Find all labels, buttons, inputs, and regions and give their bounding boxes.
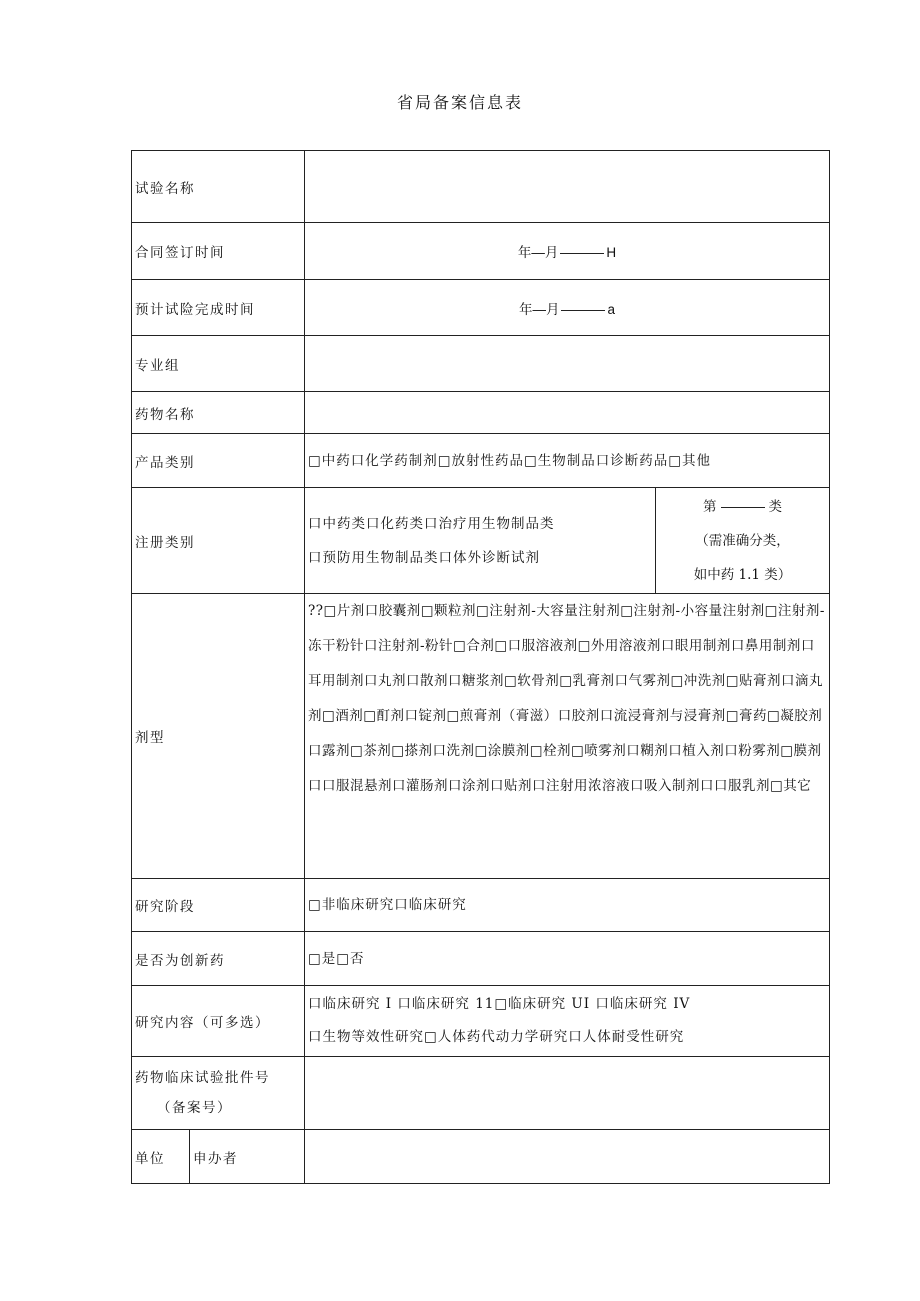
label-innovative-drug: 是否为创新药	[132, 932, 305, 986]
completion-date-suffix: a	[607, 301, 615, 317]
label-approval-number	[132, 1057, 305, 1130]
label-expected-completion: 预计试险完成时间	[132, 280, 305, 336]
row-research-content	[132, 986, 830, 1057]
label-specialty-group: 专业组	[132, 336, 305, 392]
field-dosage-form-options[interactable]: ??□片剂口胶囊剂□颗粒剂□注射剂-大容量注射剂□注射剂-小容量注射剂□注射剂-冻干粉针口注射剂-粉针□合剂□口服溶液剂□外用溶液剂口眼用制剂口鼻用制剂口耳用制剂口丸剂口散剂口糖浆剂□软骨剂□乳膏剂口气雾剂□冲洗剂□贴膏剂口滴丸剂□酒剂□酊剂口锭剂□煎膏剂（膏滋）口胶剂口流浸膏剂与浸膏剂□膏药□凝胶剂口露剂□茶剂□搽剂口洗剂□涂膜剂□栓剂□喷雾剂口糊剂口植入剂口粉雾剂□膜剂口口服混悬剂口灌肠剂口涂剂口贴剂口注射用浓溶液口吸入制剂口口服乳剂□其它	[305, 594, 830, 879]
label-dosage-form: 剂型	[132, 594, 305, 879]
label-trial-name: 试验名称	[132, 151, 305, 223]
row-dosage-form	[132, 594, 830, 879]
field-sponsor[interactable]	[305, 1130, 830, 1184]
row-unit	[132, 1130, 830, 1184]
research-content-line-2: 口生物等效性研究□人体药代动力学研究口人体耐受性研究	[308, 1029, 685, 1045]
page-title: 省局备案信息表	[396, 93, 523, 112]
row-expected-completion	[132, 280, 830, 336]
class-suffix: 类	[768, 498, 782, 515]
registration-class-line	[659, 490, 826, 524]
row-approval-number	[132, 1057, 830, 1130]
completion-date-prefix: 年—月	[518, 301, 560, 317]
class-prefix: 第	[703, 498, 717, 515]
label-registration-category: 注册类别	[132, 488, 305, 594]
field-specialty-group[interactable]	[305, 336, 830, 392]
registration-options-line-1: 口中药类口化药类口治疗用生物制品类	[308, 515, 555, 532]
field-expected-completion[interactable]	[305, 280, 830, 336]
label-drug-name: 药物名称	[132, 392, 305, 434]
field-contract-date[interactable]	[305, 223, 830, 280]
label-unit: 单位	[132, 1130, 190, 1184]
label-research-stage: 研究阶段	[132, 879, 305, 932]
contract-date-prefix: 年—月	[517, 245, 559, 260]
field-trial-name[interactable]	[305, 151, 830, 223]
completion-date-blank[interactable]	[561, 309, 605, 311]
registration-form-table	[131, 150, 830, 1184]
row-trial-name	[132, 151, 830, 223]
row-contract-date	[132, 223, 830, 280]
field-drug-name[interactable]	[305, 392, 830, 434]
field-product-category-options[interactable]: □中药口化学药制剂□放射性药品□生物制品口诊断药品□其他	[305, 434, 830, 488]
row-registration-category	[132, 488, 830, 594]
row-research-stage	[132, 879, 830, 932]
label-research-content: 研究内容（可多选）	[132, 986, 305, 1057]
contract-date-blank[interactable]	[560, 252, 604, 254]
registration-class-note-1: （需准确分类，	[695, 532, 790, 549]
research-content-line-1: 口临床研究 I 口临床研究 11□临床研究 UI 口临床研究 IV	[308, 996, 691, 1012]
approval-label-line-2: （备案号）	[157, 1100, 232, 1116]
registration-class-note-2: 如中药 1.1 类）	[693, 566, 792, 583]
label-sponsor: 申办者	[190, 1130, 305, 1184]
row-innovative-drug	[132, 932, 830, 986]
approval-label-line-1: 药物临床试验批件号	[135, 1070, 270, 1086]
contract-date-suffix: H	[606, 245, 617, 260]
registration-options-line-2: 口预防用生物制品类口体外诊断试剂	[308, 549, 540, 566]
row-specialty-group	[132, 336, 830, 392]
label-product-category: 产品类别	[132, 434, 305, 488]
class-blank[interactable]	[721, 506, 765, 508]
field-registration-class[interactable]	[656, 488, 830, 594]
field-approval-number[interactable]	[305, 1057, 830, 1130]
field-registration-category-options[interactable]	[305, 488, 656, 594]
field-innovative-drug-options[interactable]: □是□否	[305, 932, 830, 986]
row-product-category	[132, 434, 830, 488]
field-research-content-options[interactable]	[305, 986, 830, 1057]
label-contract-date: 合同签订时间	[132, 223, 305, 280]
row-drug-name	[132, 392, 830, 434]
field-research-stage-options[interactable]: □非临床研究口临床研究	[305, 879, 830, 932]
